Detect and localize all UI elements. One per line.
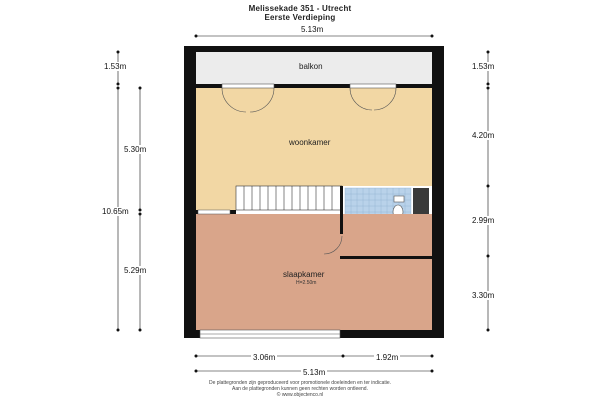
- room-label-woonkamer: woonkamer: [289, 138, 331, 147]
- dim-left-balkon: 1.53m: [104, 62, 127, 71]
- footer-disclaimer-1: De plattegronden zijn geproduceerd voor promotionele doeleinden en ter indicatie.: [208, 380, 392, 386]
- floorplan-title: Melissekade 351 - Utrecht: [248, 4, 352, 13]
- dim-left-lower: 5.29m: [124, 266, 147, 275]
- footer-disclaimer-2: Aan de plattegronden kunnen geen rechten worden ontleend.: [232, 386, 368, 392]
- dim-top-width: 5.13m: [301, 25, 324, 34]
- room-label-slaapkamer: slaapkamer: [283, 270, 325, 279]
- dim-bottom-left: 3.06m: [253, 353, 276, 362]
- footer-website: © www.objectenco.nl: [276, 392, 324, 398]
- dim-left-upper: 5.30m: [124, 145, 147, 154]
- dim-right-balkon: 1.53m: [472, 62, 495, 71]
- floorplan-subtitle: Eerste Verdieping: [264, 13, 336, 22]
- dim-bottom-total: 5.13m: [303, 368, 326, 377]
- dim-right-middle: 2.99m: [472, 216, 495, 225]
- dim-right-upper: 4.20m: [472, 131, 495, 140]
- dim-bottom-right: 1.92m: [376, 353, 399, 362]
- sink-icon: [394, 196, 404, 202]
- dim-left-total: 10.65m: [102, 207, 129, 216]
- room-label-balkon: balkon: [299, 62, 323, 71]
- room-height-slaapkamer: H=2.50m: [296, 280, 317, 286]
- dim-right-lower: 3.30m: [472, 291, 495, 300]
- bedroom-door: [198, 210, 230, 214]
- stairs-icon: [236, 186, 342, 210]
